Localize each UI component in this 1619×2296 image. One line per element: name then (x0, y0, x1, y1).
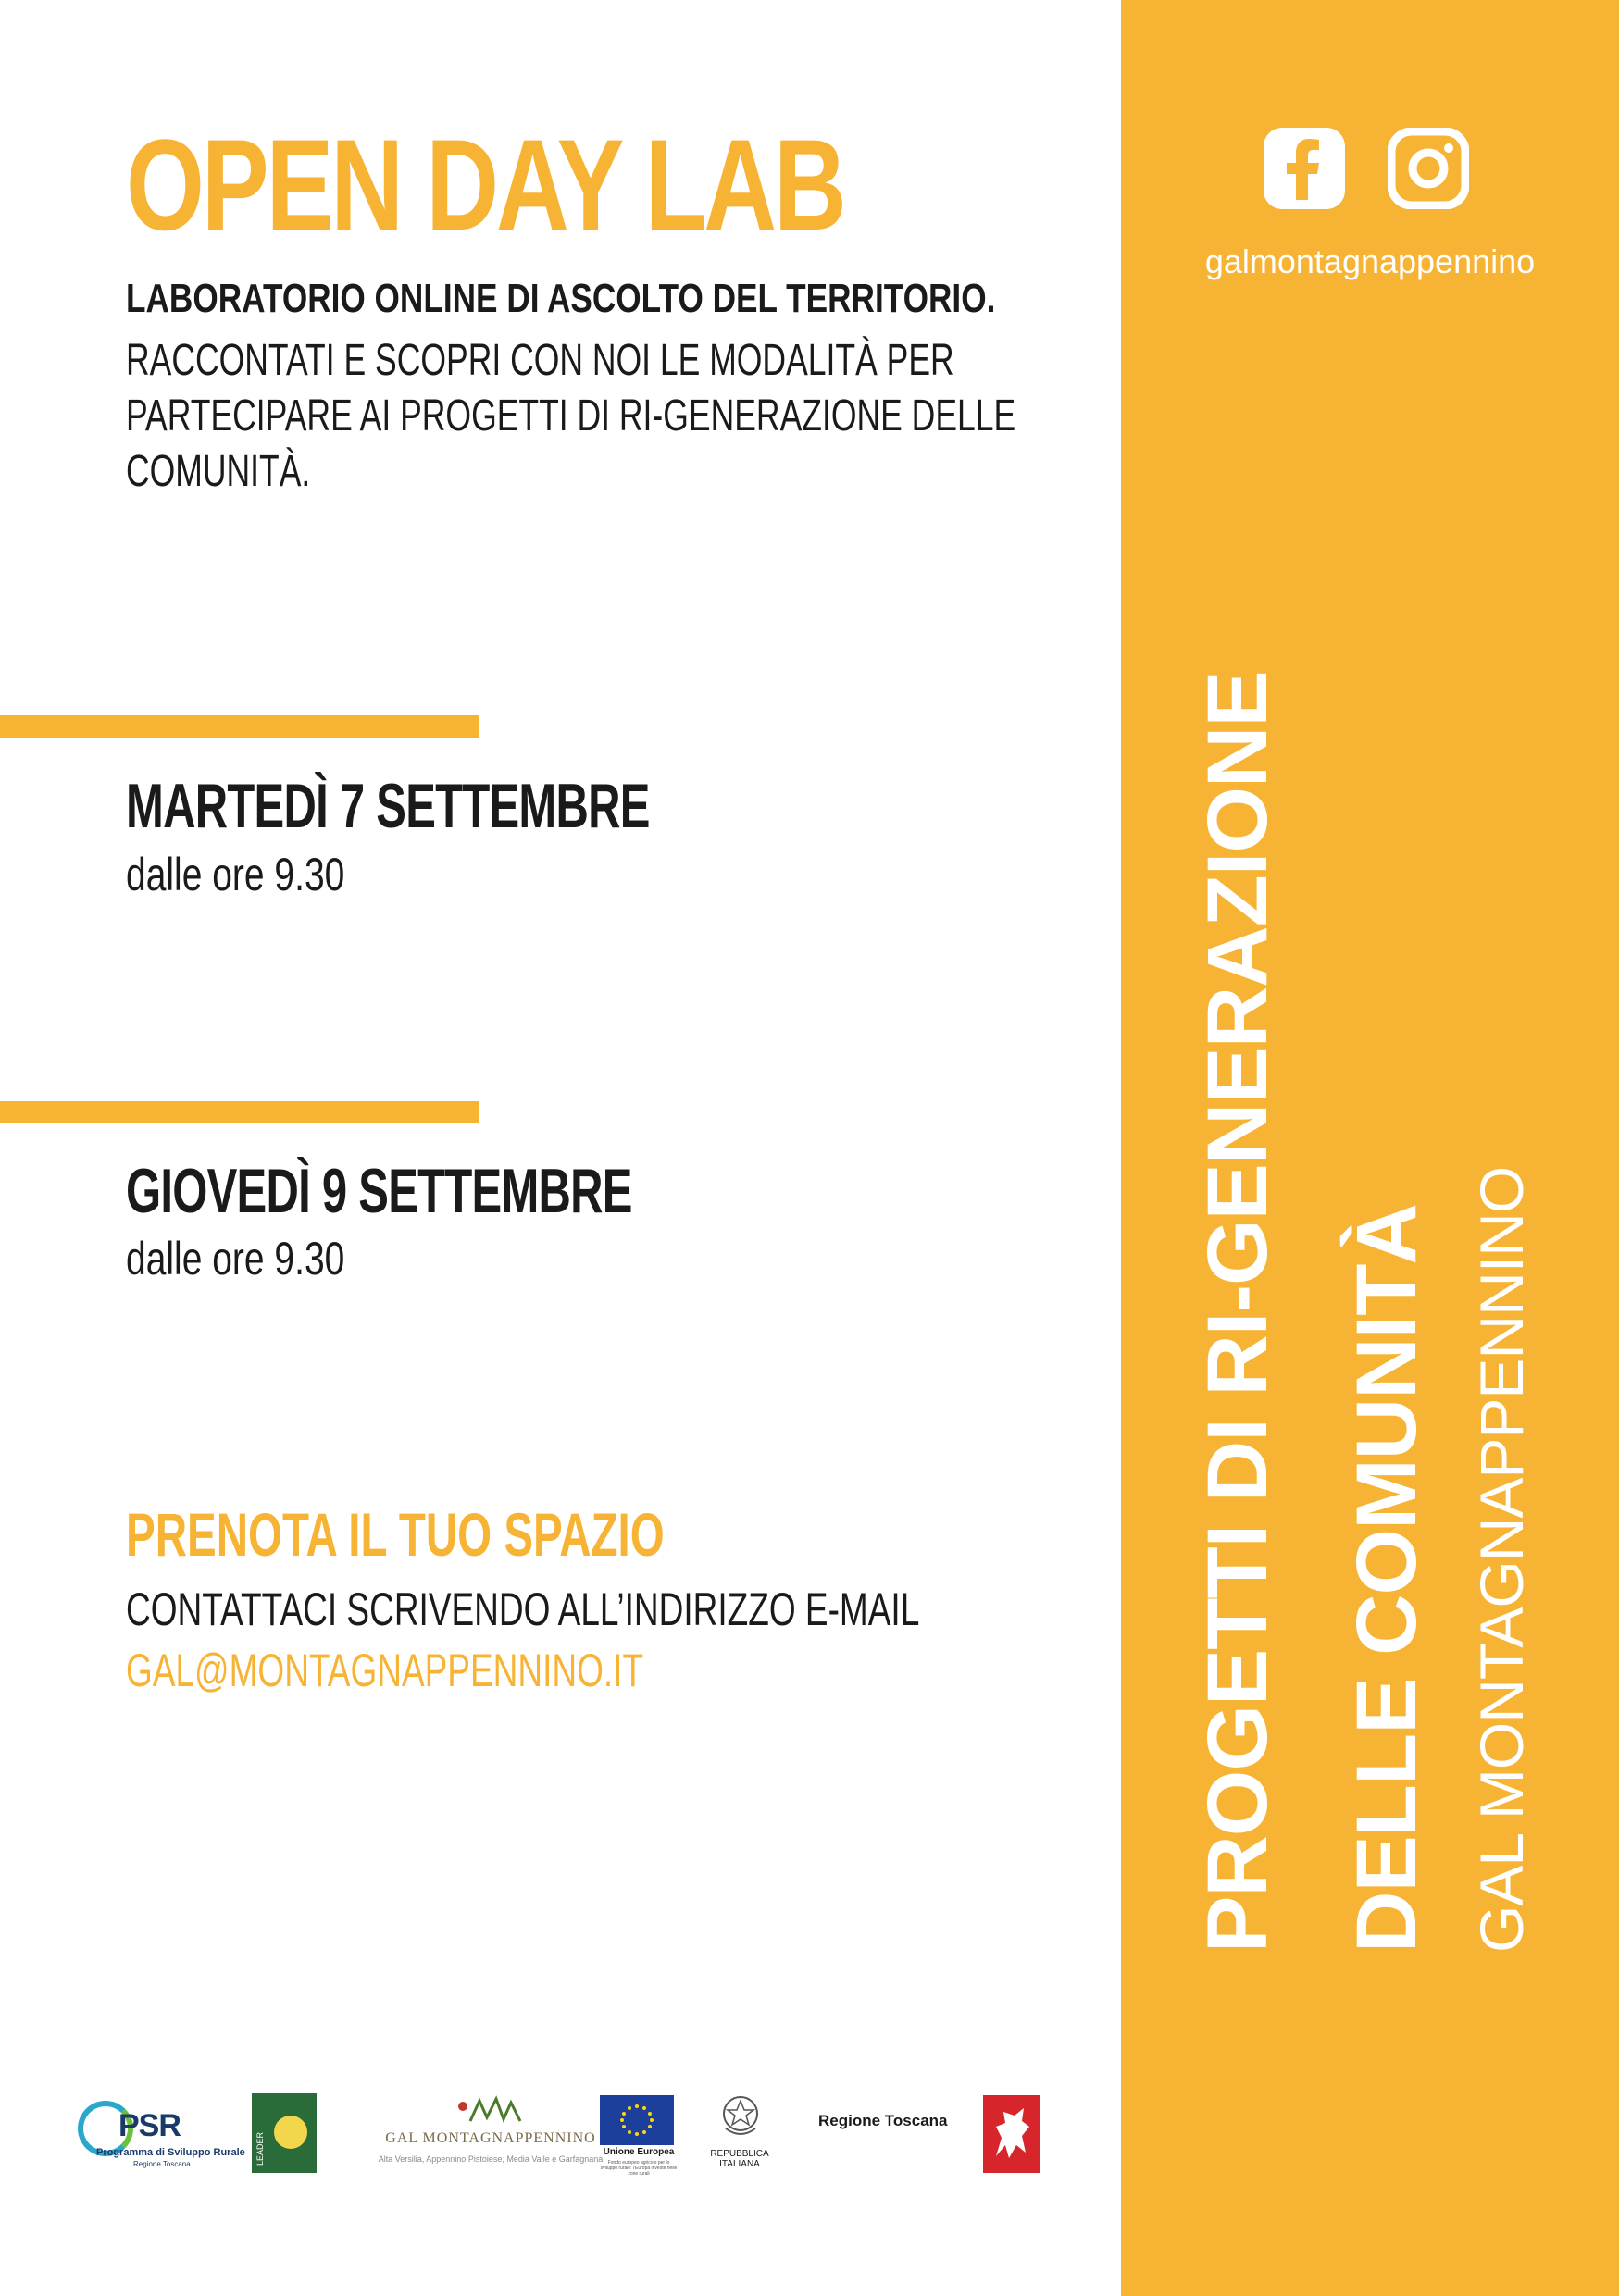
description-line: RACCONTATI E SCOPRI CON NOI LE MODALITÀ PER (126, 336, 954, 385)
description-line: COMUNITÀ. (126, 447, 311, 496)
leader-mark-icon (274, 2116, 307, 2149)
instagram-icon[interactable] (1388, 128, 1469, 209)
description-line: PARTECIPARE AI PROGETTI DI RI-GENERAZIONE DELLE (126, 391, 1016, 441)
booking-heading: PRENOTA IL TUO SPAZIO (126, 1500, 665, 1569)
vertical-title-line1: PROGETTI DI RI-GENERAZIONE (1190, 671, 1285, 1953)
republic-emblem-icon (720, 2093, 761, 2141)
event-date: MARTEDÌ 7 SETTEMBRE (126, 771, 650, 841)
gal-glyph-icon (454, 2093, 528, 2128)
event-time: dalle ore 9.30 (126, 1233, 345, 1285)
divider-bar (0, 1101, 479, 1123)
event-time: dalle ore 9.30 (126, 849, 345, 900)
eu-logo: Unione Europea Fondo europeo agricolo per lo sviluppo rurale: l'Europa investe nelle zone rurali (600, 2095, 678, 2175)
social-handle[interactable]: galmontagnappennino (1204, 242, 1536, 280)
page-title: OPEN DAY LAB (126, 112, 844, 257)
eu-flag-icon (600, 2095, 674, 2145)
booking-text: CONTATTACI SCRIVENDO ALL’INDIRIZZO E-MAIL (126, 1583, 920, 1635)
page-subtitle: LABORATORIO ONLINE DI ASCOLTO DEL TERRITORIO. (126, 276, 996, 321)
vertical-title-line2: DELLE COMUNITÀ (1339, 1204, 1434, 1953)
event-date: GIOVEDÌ 9 SETTEMBRE (126, 1156, 632, 1226)
leader-logo: LEADER (252, 2093, 317, 2173)
italian-republic-logo: REPUBBLICA ITALIANA (698, 2093, 781, 2177)
description (126, 333, 1016, 500)
gal-logo: GAL MONTAGNAPPENNINO Alta Versilia, Appennino Pistoiese, Media Valle e Garfagnana (352, 2093, 629, 2177)
psr-logo: PSR Programma di Sviluppo Rurale Regione Toscana (78, 2101, 235, 2166)
vertical-organization: GAL MONTAGNAPPENNINO (1467, 1166, 1536, 1953)
booking-email-link[interactable]: GAL@MONTAGNAPPENNINO.IT (126, 1644, 644, 1696)
facebook-icon[interactable] (1264, 128, 1345, 209)
social-links (1264, 128, 1469, 209)
regione-toscana-flag-icon (983, 2095, 1040, 2173)
regione-toscana-label: Regione Toscana (818, 2112, 948, 2129)
divider-bar (0, 715, 479, 738)
